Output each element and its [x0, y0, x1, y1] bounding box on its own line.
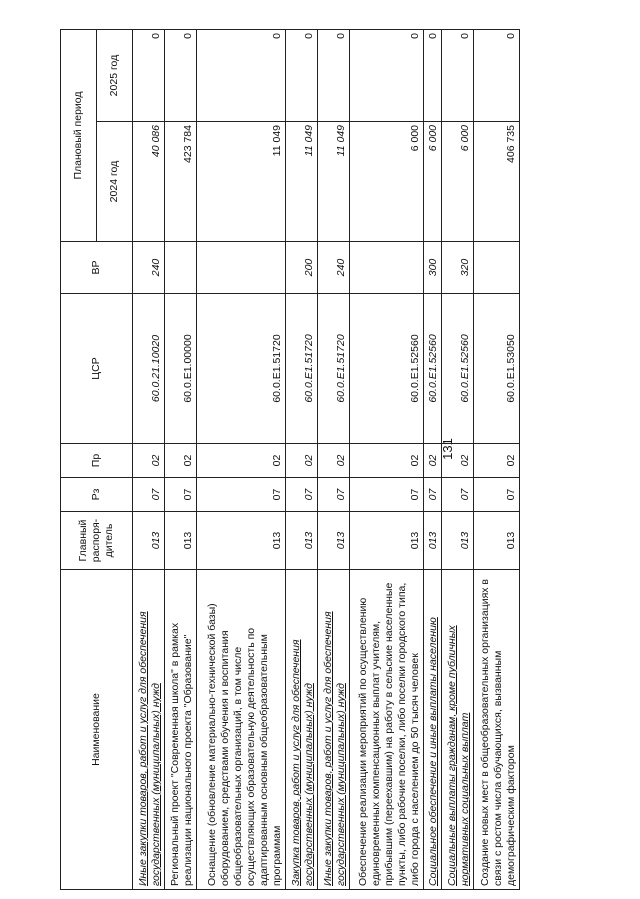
row-name: Обеспечение реализации мероприятий по осуществлению единовременных компенсационных выплат учителям, прибывшим (переехавшим) на работу в сельские населенные пункты, либо рабочие поселки, либо поселки городского типа, либо города с населением до 50 тысяч человек [349, 570, 424, 890]
header-csr: ЦСР [61, 294, 133, 444]
header-chief: Главный распоря-дитель [61, 512, 133, 570]
row-vr: 300 [424, 242, 442, 294]
row-rz: 07 [349, 478, 424, 512]
row-pr: 02 [441, 444, 473, 478]
row-pr: 02 [473, 444, 519, 478]
header-year-2025: 2025 год [97, 30, 133, 122]
header-vr: ВР [61, 242, 133, 294]
row-year-2024: 11 049 [285, 122, 317, 242]
row-pr: 02 [133, 444, 165, 478]
row-pr: 02 [285, 444, 317, 478]
row-year-2025: 0 [285, 30, 317, 122]
row-rz: 07 [133, 478, 165, 512]
table-row [441, 30, 473, 890]
header-year-2024: 2024 год [97, 122, 133, 242]
row-vr: 240 [317, 242, 349, 294]
table-row [164, 30, 196, 890]
row-vr: 200 [285, 242, 317, 294]
rotated-table-container [60, 30, 520, 890]
row-year-2024: 11 049 [196, 122, 285, 242]
row-chief: 013 [441, 512, 473, 570]
row-name: Создание новых мест в общеобразовательных организациях в связи с ростом числа обучающихся, вызванным демографическим фактором [473, 570, 519, 890]
table-body [133, 30, 520, 890]
row-csr: 60.0.E1.00000 [164, 294, 196, 444]
table-row [285, 30, 317, 890]
row-year-2025: 0 [349, 30, 424, 122]
row-name: Иные закупки товаров, работ и услуг для обеспечения государственных (муниципальных) нужд [317, 570, 349, 890]
row-year-2025: 0 [196, 30, 285, 122]
row-year-2025: 0 [424, 30, 442, 122]
row-csr: 60.0.E1.51720 [285, 294, 317, 444]
row-pr: 02 [424, 444, 442, 478]
row-year-2025: 0 [473, 30, 519, 122]
row-chief: 013 [424, 512, 442, 570]
row-vr: 320 [441, 242, 473, 294]
row-csr: 60.0.E1.51720 [196, 294, 285, 444]
row-name: Социальные выплаты гражданам, кроме публичных нормативных социальных выплат [441, 570, 473, 890]
row-year-2025: 0 [317, 30, 349, 122]
row-vr: 240 [133, 242, 165, 294]
row-year-2024: 6 000 [441, 122, 473, 242]
row-csr: 60.0.E1.52560 [424, 294, 442, 444]
row-csr: 60.0.E1.51720 [317, 294, 349, 444]
header-name: Наименование [61, 570, 133, 890]
row-year-2025: 0 [441, 30, 473, 122]
row-csr: 60.0.E1.52560 [349, 294, 424, 444]
row-name: Социальное обеспечение и иные выплаты населению [424, 570, 442, 890]
row-rz: 07 [473, 478, 519, 512]
row-name: Закупка товаров, работ и услуг для обеспечения государственных (муниципальных) нужд [285, 570, 317, 890]
row-rz: 07 [164, 478, 196, 512]
table-row [196, 30, 285, 890]
page-number: 131 [440, 438, 455, 460]
row-csr: 60.0.E1.53050 [473, 294, 519, 444]
row-pr: 02 [349, 444, 424, 478]
row-name: Иные закупки товаров, работ и услуг для обеспечения государственных (муниципальных) нужд [133, 570, 165, 890]
row-vr [164, 242, 196, 294]
row-name: Оснащение (обновление материально-технической базы) оборудованием, средствами обучения и воспитания общеобразовательных организаций, в том числе осуществляющих образовательную деятельность по адаптированным основным общеобразовательным программам [196, 570, 285, 890]
table-row [133, 30, 165, 890]
row-chief: 013 [349, 512, 424, 570]
row-chief: 013 [285, 512, 317, 570]
row-year-2025: 0 [164, 30, 196, 122]
row-rz: 07 [285, 478, 317, 512]
row-chief: 013 [164, 512, 196, 570]
header-planned-period: Плановый период [61, 30, 97, 242]
row-csr: 60.0.21.10020 [133, 294, 165, 444]
row-year-2025: 0 [133, 30, 165, 122]
table-row [424, 30, 442, 890]
row-year-2024: 406 735 [473, 122, 519, 242]
row-year-2024: 6 000 [424, 122, 442, 242]
row-year-2024: 6 000 [349, 122, 424, 242]
row-chief: 013 [317, 512, 349, 570]
table-row [349, 30, 424, 890]
row-vr [349, 242, 424, 294]
row-pr: 02 [317, 444, 349, 478]
row-rz: 07 [441, 478, 473, 512]
row-rz: 07 [317, 478, 349, 512]
row-vr [196, 242, 285, 294]
header-pr: Пр [61, 444, 133, 478]
row-year-2024: 40 086 [133, 122, 165, 242]
row-vr [473, 242, 519, 294]
row-pr: 02 [164, 444, 196, 478]
row-rz: 07 [424, 478, 442, 512]
table-row [473, 30, 519, 890]
header-rz: Рз [61, 478, 133, 512]
row-name: Региональный проект "Современная школа" в рамках реализации национального проекта "Образование" [164, 570, 196, 890]
row-year-2024: 11 049 [317, 122, 349, 242]
row-chief: 013 [133, 512, 165, 570]
budget-table [60, 29, 520, 890]
row-rz: 07 [196, 478, 285, 512]
row-year-2024: 423 784 [164, 122, 196, 242]
row-pr: 02 [196, 444, 285, 478]
row-chief: 013 [473, 512, 519, 570]
table-row [317, 30, 349, 890]
row-csr: 60.0.E1.52560 [441, 294, 473, 444]
row-chief: 013 [196, 512, 285, 570]
